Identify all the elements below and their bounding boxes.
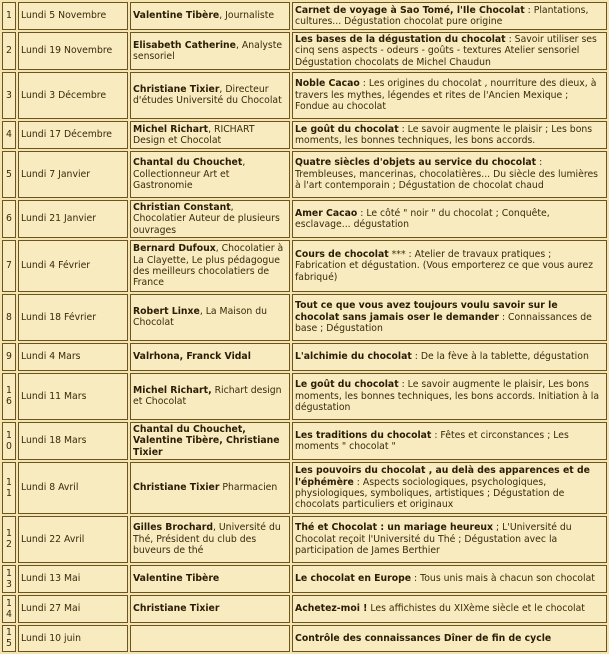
- session-speaker: [130, 151, 290, 198]
- session-number: 14: [2, 595, 16, 623]
- speaker-name: Valentine Tibère: [133, 573, 220, 585]
- table-row: [2, 595, 607, 623]
- topic-description: ; L'Université du Chocolat reçoit l'Université du Thé ; Dégustation avec la participation de James Berthier: [295, 522, 572, 557]
- speaker-name: Elisabeth Catherine: [133, 39, 236, 51]
- session-number: 3: [2, 72, 16, 119]
- session-date: Lundi 4 Février: [18, 240, 128, 292]
- session-topic: [292, 625, 607, 652]
- session-topic: [292, 72, 607, 119]
- table-row: [2, 516, 607, 563]
- topic-title: Carnet de voyage à Sao Tomé, l'Ile Chocolat: [295, 4, 525, 16]
- speaker-role: , Chocolatier Auteur de plusieurs ouvrages: [133, 201, 280, 236]
- session-speaker: [130, 343, 290, 371]
- topic-title: Contrôle des connaissances Dîner de fin de cycle: [295, 632, 552, 644]
- topic-title: Noble Cacao: [295, 78, 360, 90]
- session-topic: [292, 200, 607, 238]
- session-date: Lundi 22 Avril: [18, 516, 128, 563]
- speaker-name: Christian Constant: [133, 201, 231, 213]
- session-topic: [292, 462, 607, 514]
- session-topic: [292, 121, 607, 149]
- session-speaker: [130, 595, 290, 623]
- session-number: 13: [2, 565, 16, 593]
- session-topic: [292, 294, 607, 341]
- session-topic: [292, 595, 607, 623]
- speaker-role: , La Maison du Chocolat: [133, 306, 268, 329]
- session-date: Lundi 8 Avril: [18, 462, 128, 514]
- topic-description: : Les origines du chocolat , nourriture des dieux, à travers les mythes, légendes et rites de l'Ancien Mexique ; Fondue au chocolat: [295, 78, 597, 113]
- topic-title: Achetez-moi !: [295, 603, 368, 615]
- speaker-name: Christiane Tixier: [133, 84, 220, 96]
- session-number: 12: [2, 516, 16, 563]
- table-row: [2, 343, 607, 371]
- session-speaker: [130, 516, 290, 563]
- table-row: [2, 625, 607, 652]
- session-number: 16: [2, 373, 16, 420]
- session-number: 11: [2, 462, 16, 514]
- session-speaker: [130, 625, 290, 652]
- topic-description: : Tous unis mais à chacun son chocolat: [411, 573, 595, 585]
- topic-title: Le chocolat en Europe: [295, 573, 412, 585]
- session-date: Lundi 3 Décembre: [18, 72, 128, 119]
- topic-description: : Aspects sociologiques, psychologiques, physiologiques, symboliques, artistiques ; Dégustation de chocolats particuliers et originaux: [295, 476, 565, 511]
- speaker-role: , RICHART Design et Chocolat: [133, 123, 255, 146]
- topic-description: Les affichistes du XIXème siècle et le chocolat: [367, 603, 585, 615]
- schedule-body: [2, 2, 607, 652]
- speaker-name: Valentine Tibère: [133, 10, 220, 22]
- topic-title: Tout ce que vous avez toujours voulu savoir sur le chocolat sans jamais oser le demander: [295, 300, 558, 323]
- session-number: 1: [2, 2, 16, 30]
- session-speaker: [130, 462, 290, 514]
- session-topic: [292, 2, 607, 30]
- table-row: [2, 240, 607, 292]
- topic-description: *** : Atelier de travaux pratiques ; Fabrication et dégustation. (Vous emporterez ce que vous aurez fabriqué): [295, 248, 594, 283]
- speaker-role: , Analyste sensoriel: [133, 39, 283, 62]
- table-row: [2, 422, 607, 460]
- session-speaker: [130, 200, 290, 238]
- session-speaker: [130, 2, 290, 30]
- session-date: Lundi 4 Mars: [18, 343, 128, 371]
- topic-description: : Plantations, cultures... Dégustation chocolat pure origine: [295, 4, 589, 27]
- session-speaker: [130, 373, 290, 420]
- session-topic: [292, 343, 607, 371]
- topic-description: : De la fève à la tablette, dégustation: [411, 351, 589, 363]
- session-number: 4: [2, 121, 16, 149]
- table-row: [2, 32, 607, 70]
- table-row: [2, 462, 607, 514]
- speaker-name: Gilles Brochard: [133, 522, 213, 534]
- topic-description: : Le côté " noir " du chocolat ; Conquête, esclavage... dégustation: [295, 207, 550, 230]
- session-speaker: [130, 294, 290, 341]
- topic-title: Le goût du chocolat: [295, 123, 399, 135]
- session-speaker: [130, 72, 290, 119]
- table-row: [2, 200, 607, 238]
- session-speaker: [130, 32, 290, 70]
- session-topic: [292, 32, 607, 70]
- session-number: 9: [2, 343, 16, 371]
- topic-title: Le goût du chocolat: [295, 379, 399, 391]
- topic-description: : Fêtes et circonstances ; Les moments " chocolat ": [295, 429, 569, 452]
- session-speaker: [130, 422, 290, 460]
- session-date: Lundi 13 Mai: [18, 565, 128, 593]
- speaker-name: Michel Richart: [133, 123, 209, 135]
- session-topic: [292, 516, 607, 563]
- topic-title: Les bases de la dégustation du chocolat: [295, 34, 506, 45]
- session-number: 15: [2, 625, 16, 652]
- session-speaker: [130, 240, 290, 292]
- table-row: [2, 72, 607, 119]
- topic-description: : Le savoir augmente le plaisir ; Les bons moments, les bonnes techniques, les bons accords.: [295, 123, 593, 146]
- speaker-name: Robert Linxe: [133, 306, 200, 318]
- session-date: Lundi 5 Novembre: [18, 2, 128, 30]
- speaker-name: Chantal du Chouchet: [133, 157, 243, 169]
- session-topic: [292, 422, 607, 460]
- session-number: 7: [2, 240, 16, 292]
- table-row: [2, 565, 607, 593]
- table-row: [2, 121, 607, 149]
- table-row: [2, 373, 607, 420]
- speaker-role: Richart design et Chocolat: [133, 385, 282, 408]
- session-topic: [292, 565, 607, 593]
- session-date: Lundi 19 Novembre: [18, 32, 128, 70]
- session-number: 10: [2, 422, 16, 460]
- table-row: [2, 294, 607, 341]
- session-number: 5: [2, 151, 16, 198]
- topic-title: Quatre siècles d'objets au service du chocolat: [295, 157, 537, 169]
- speaker-role: , Collectionneur Art et Gastronomie: [133, 157, 246, 192]
- session-date: Lundi 27 Mai: [18, 595, 128, 623]
- table-row: [2, 151, 607, 198]
- session-number: 6: [2, 200, 16, 238]
- session-date: Lundi 17 Décembre: [18, 121, 128, 149]
- speaker-name: Christiane Tixier: [133, 603, 220, 615]
- session-date: Lundi 18 Mars: [18, 422, 128, 460]
- topic-description: : Le savoir augmente le plaisir, Les bons moments, les bonnes techniques, les bons accords. Initiation à la dégustation: [295, 379, 600, 414]
- session-date: Lundi 10 juin: [18, 625, 128, 652]
- session-speaker: [130, 565, 290, 593]
- speaker-role: Pharmacien: [219, 482, 278, 494]
- session-date: Lundi 18 Février: [18, 294, 128, 341]
- topic-title: Thé et Chocolat : un mariage heureux: [295, 522, 494, 534]
- session-date: Lundi 21 Janvier: [18, 200, 128, 238]
- speaker-role: , Chocolatier à La Clayette, Le plus pédagogue des meilleurs chocolatiers de France: [133, 243, 284, 289]
- speaker-name: Michel Richart,: [133, 385, 212, 397]
- speaker-name: Bernard Dufoux: [133, 243, 216, 255]
- session-number: 8: [2, 294, 16, 341]
- session-date: Lundi 11 Mars: [18, 373, 128, 420]
- speaker-name: Chantal du Chouchet, Valentine Tibère, Christiane Tixier: [133, 423, 280, 458]
- session-speaker: [130, 121, 290, 149]
- topic-description: : Trembleuses, mancerinas, chocolatières... Du siècle des lumières à l'art contemporain ; Dégustation de chocolat chaud: [295, 157, 599, 192]
- topic-title: Amer Cacao: [295, 207, 358, 219]
- session-date: Lundi 7 Janvier: [18, 151, 128, 198]
- session-topic: [292, 240, 607, 292]
- session-topic: [292, 151, 607, 198]
- topic-title: Les traditions du chocolat: [295, 429, 432, 441]
- session-topic: [292, 373, 607, 420]
- table-row: [2, 2, 607, 30]
- speaker-name: Christiane Tixier: [133, 482, 220, 494]
- session-number: 2: [2, 32, 16, 70]
- topic-description: : Connaissances de base ; Dégustation: [295, 311, 592, 335]
- speaker-name: Valrhona, Franck Vidal: [133, 351, 251, 363]
- speaker-role: , Journaliste: [219, 10, 275, 22]
- topic-title: Cours de chocolat: [295, 248, 389, 260]
- topic-description: : Savoir utiliser ses cinq sens aspects - odeurs - goûts - textures Atelier sensoriel Dégustation chocolats de Michel Chaudun: [295, 34, 597, 68]
- topic-title: L'alchimie du chocolat: [295, 351, 412, 363]
- topic-title: Les pouvoirs du chocolat , au delà des apparences et de l'éphémère: [295, 465, 590, 488]
- speaker-role: , Université du Thé, Président du club des buveurs de thé: [133, 522, 281, 557]
- speaker-role: , Directeur d'études Université du Chocolat: [133, 84, 282, 107]
